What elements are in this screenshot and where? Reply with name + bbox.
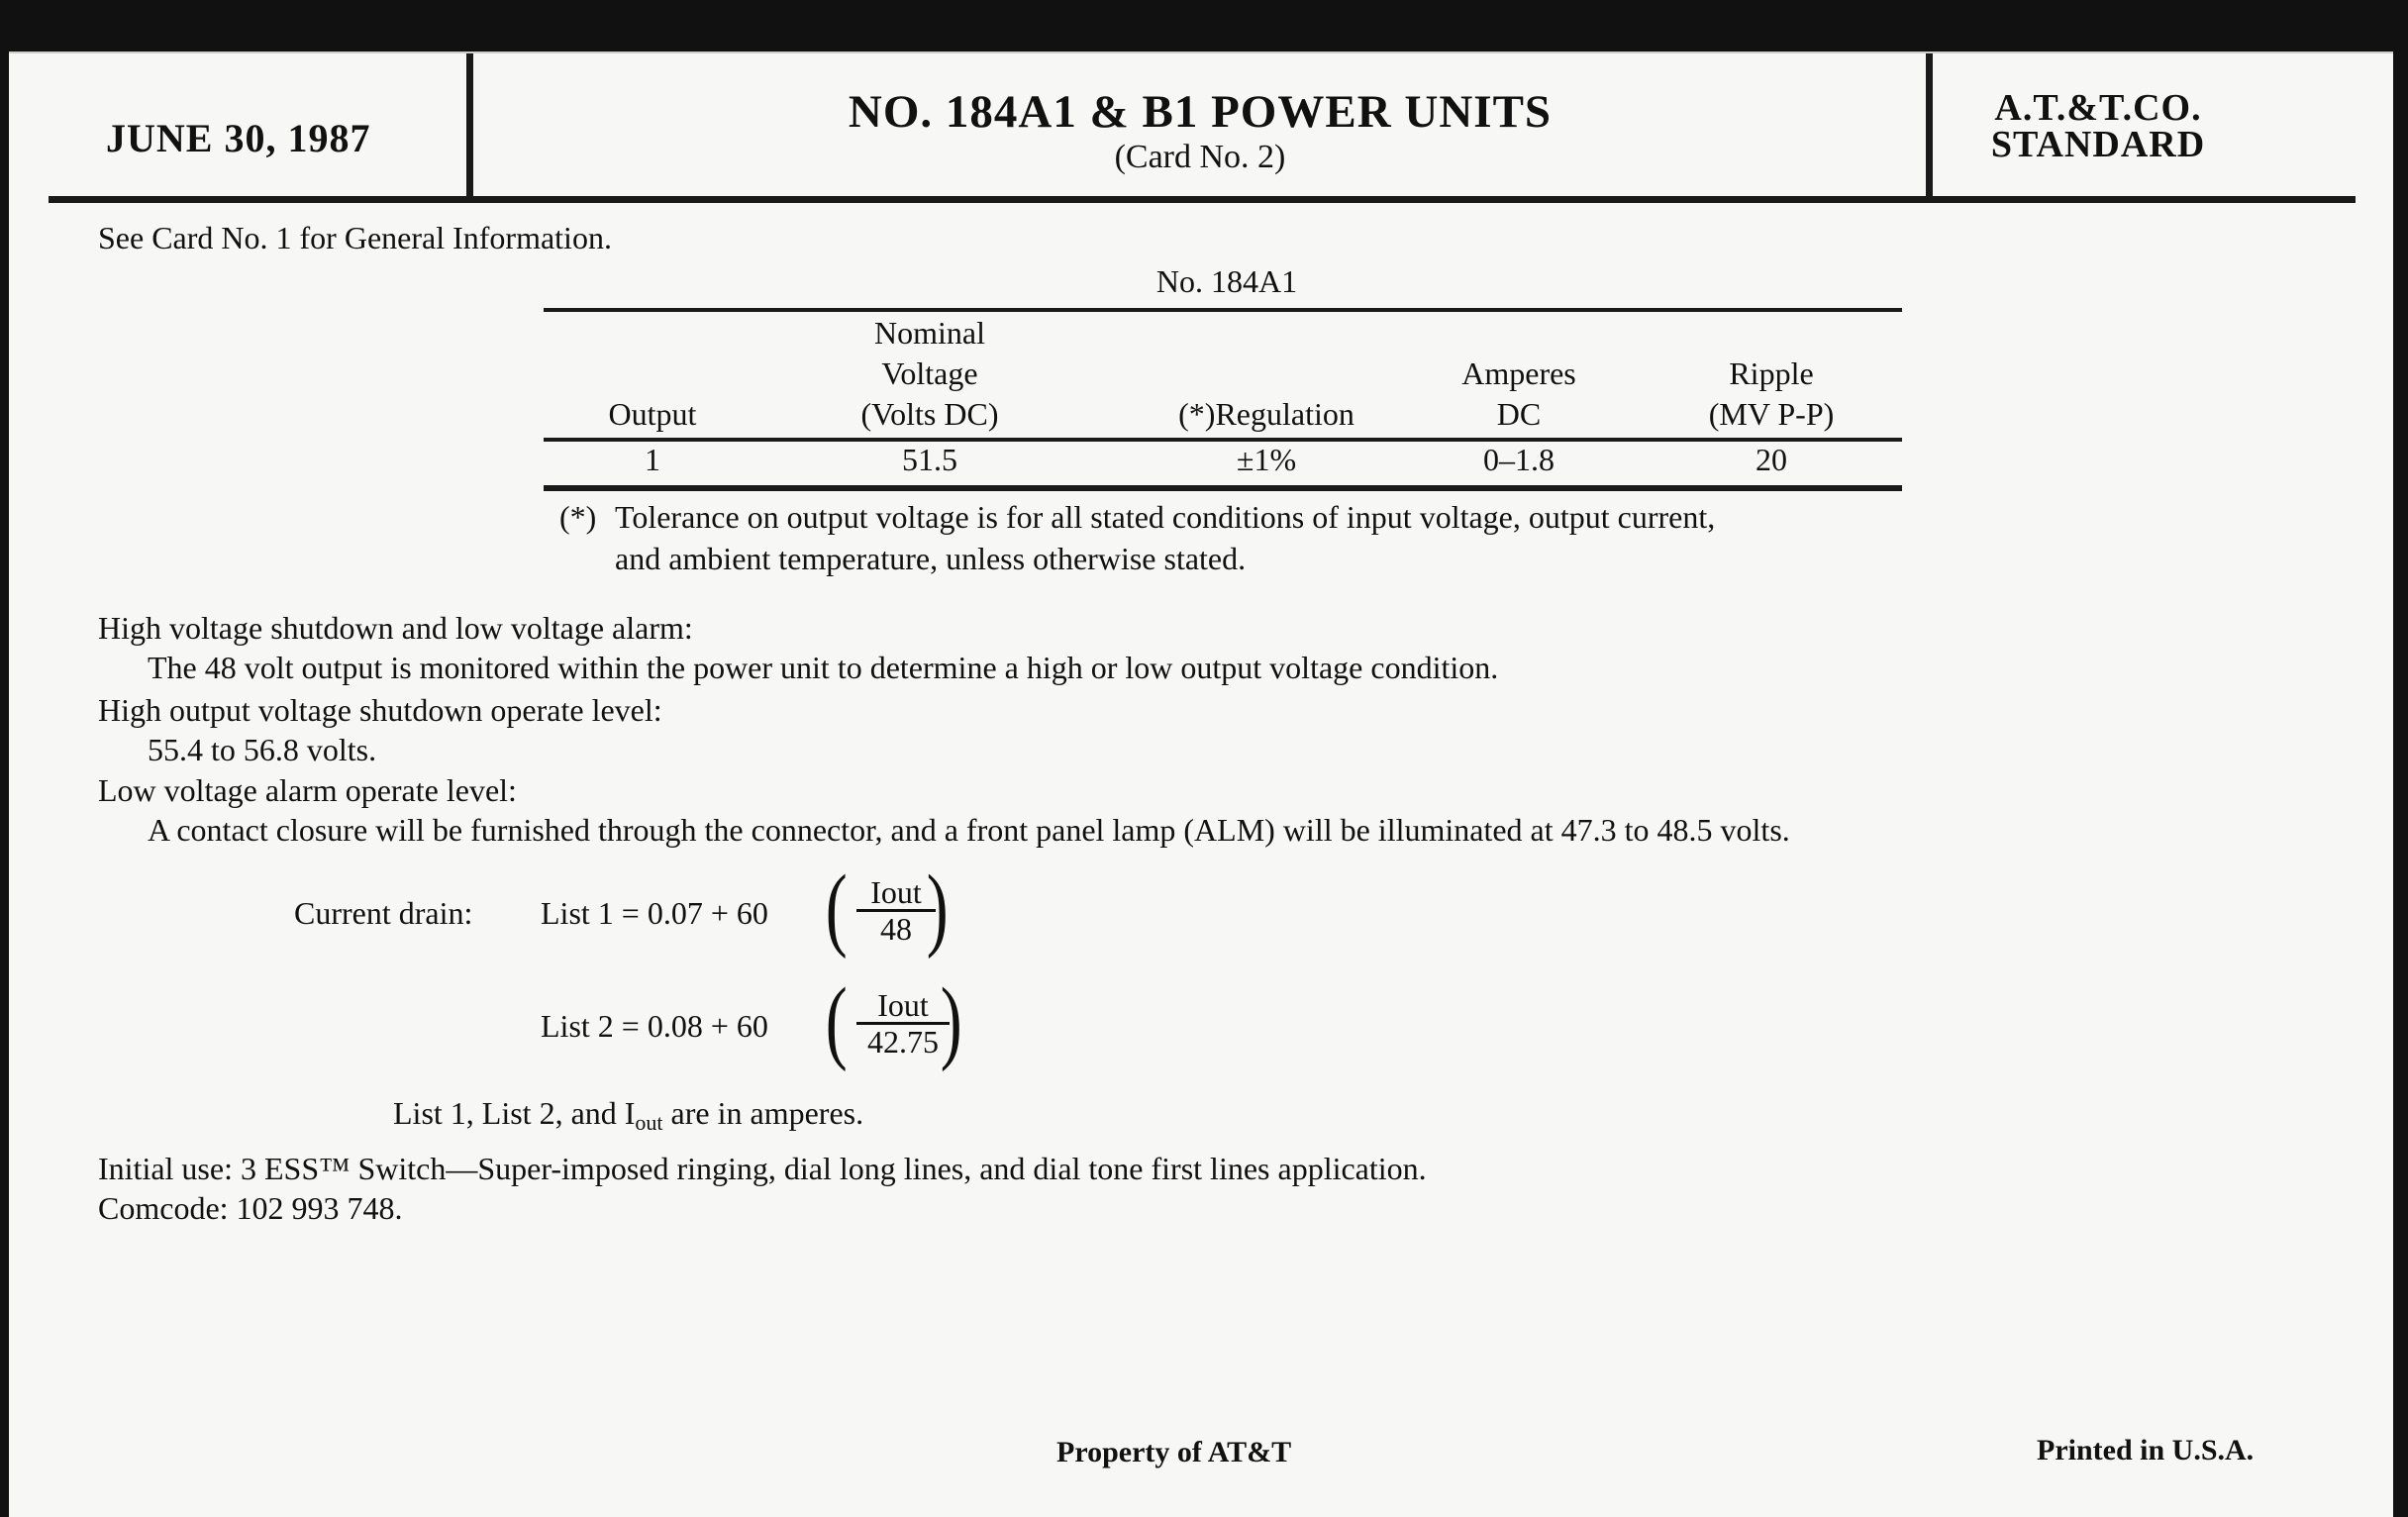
- list2-fraction: [856, 988, 950, 1059]
- header-ripple-line-1: Ripple: [1729, 355, 1814, 391]
- header-voltage: [791, 313, 1068, 435]
- header-rule: [49, 196, 2356, 203]
- high-value: 55.4 to 56.8 volts.: [148, 732, 377, 767]
- current-drain-label: Current drain:: [294, 895, 473, 931]
- high-heading: High output voltage shutdown operate level:: [98, 692, 662, 728]
- footer-property: Property of AT&T: [1056, 1436, 1292, 1468]
- list1-denominator: 48: [880, 911, 912, 947]
- list1-numerator: Iout: [856, 875, 936, 912]
- hv-text: The 48 volt output is monitored within the power unit to determine a high or low output voltage condition.: [148, 650, 1499, 685]
- header-voltage-line-1: Nominal: [874, 315, 985, 351]
- cell-regulation: ±1%: [1236, 442, 1297, 477]
- table-top-rule: [544, 308, 1902, 312]
- cell-output: 1: [645, 442, 660, 477]
- list1-lhs: List 1 = 0.07 + 60: [541, 895, 768, 931]
- intro-text: See Card No. 1 for General Information.: [98, 220, 612, 255]
- low-text: A contact closure will be furnished through the connector, and a front panel lamp (ALM) will be illuminated at 47.3 to 48.5 volts.: [148, 812, 1790, 848]
- list1-paren-open: (: [825, 857, 848, 960]
- units-note: List 1, List 2, and $I_{out}$ are in amperes.: [393, 1095, 864, 1135]
- header-voltage-line-3: (Volts DC): [860, 396, 999, 432]
- list1-fraction: [856, 875, 936, 946]
- standard-line-1: A.T.&T.CO.: [1994, 87, 2202, 129]
- cell-ripple: 20: [1756, 442, 1787, 477]
- header-ripple: [1643, 354, 1900, 435]
- standard-line-2: STANDARD: [1990, 124, 2206, 165]
- card-title: NO. 184A1 & B1 POWER UNITS: [848, 86, 1553, 138]
- note-line-2: and ambient temperature, unless otherwise stated.: [615, 541, 1247, 576]
- card-subtitle: (Card No. 2): [1114, 139, 1286, 175]
- list2-paren-open: (: [825, 969, 848, 1072]
- reference-card: [9, 51, 2393, 1517]
- note-marker: (*): [559, 499, 597, 535]
- list2-numerator: Iout: [856, 988, 950, 1025]
- table-bottom-rule: [544, 485, 1902, 491]
- header-divider-left: [466, 53, 473, 200]
- list2-lhs: List 2 = 0.08 + 60: [541, 1008, 768, 1044]
- header-amperes: [1395, 354, 1643, 435]
- standard-label: [1935, 87, 2261, 165]
- cell-voltage: 51.5: [902, 442, 957, 477]
- table-caption: No. 184A1: [1155, 263, 1298, 299]
- header-amperes-line-2: DC: [1496, 396, 1542, 432]
- header-ripple-line-2: (MV P-P): [1708, 396, 1835, 432]
- footer-printed: Printed in U.S.A.: [2037, 1434, 2255, 1466]
- low-heading: Low voltage alarm operate level:: [98, 772, 517, 808]
- header-output: Output: [608, 396, 697, 432]
- hv-heading: High voltage shutdown and low voltage alarm:: [98, 610, 693, 646]
- header-amperes-line-1: Amperes: [1461, 355, 1576, 391]
- card-date: JUNE 30, 1987: [106, 116, 371, 160]
- comcode: Comcode: 102 993 748.: [98, 1190, 403, 1226]
- header-voltage-line-2: Voltage: [881, 355, 978, 391]
- note-line-1: Tolerance on output voltage is for all stated conditions of input voltage, output current,: [615, 499, 1716, 535]
- cell-amperes: 0–1.8: [1483, 442, 1555, 477]
- list1-paren-close: ): [926, 857, 949, 960]
- header-divider-right: [1926, 53, 1933, 197]
- header-regulation: (*)Regulation: [1178, 396, 1354, 432]
- list2-denominator: 42.75: [867, 1024, 939, 1060]
- initial-use: Initial use: 3 ESS™ Switch—Super-imposed ringing, dial long lines, and dial tone first lines application.: [98, 1151, 1427, 1186]
- list2-paren-close: ): [940, 969, 962, 1072]
